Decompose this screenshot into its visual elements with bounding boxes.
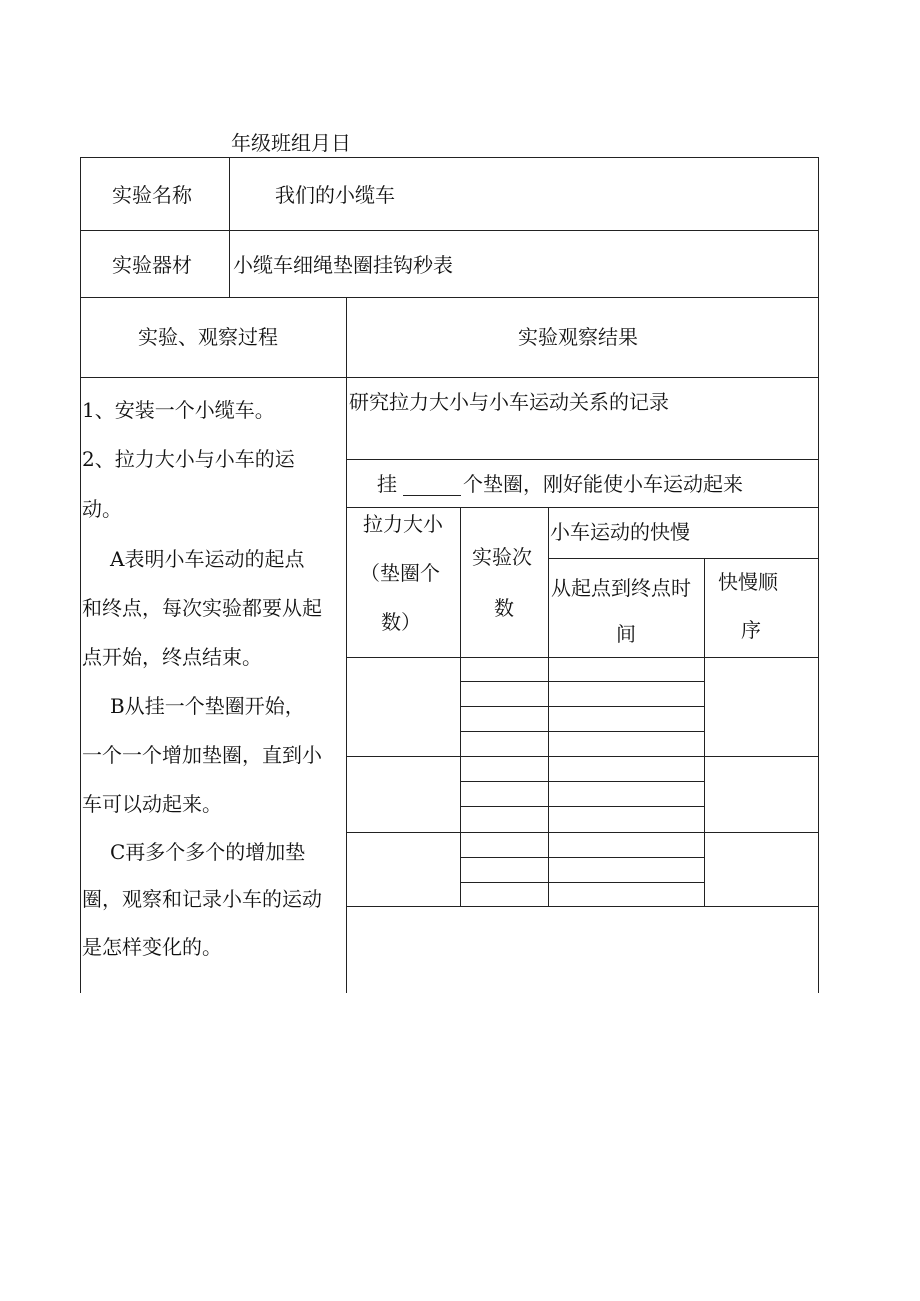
time-column-header: 间 bbox=[616, 622, 636, 646]
process-step-c: C再多个多个的增加垫 bbox=[110, 840, 306, 864]
washer-count-blank[interactable] bbox=[403, 475, 461, 496]
info-divider bbox=[229, 157, 230, 298]
row-line bbox=[80, 297, 819, 298]
row-line bbox=[548, 558, 819, 559]
record-title: 研究拉力大小与小车运动关系的记录 bbox=[349, 390, 669, 414]
row-line bbox=[346, 657, 819, 658]
process-step-b: 一个一个增加垫圈，直到小 bbox=[82, 743, 322, 767]
subtable-divider bbox=[704, 558, 705, 907]
grid-line bbox=[460, 706, 705, 707]
trial-column-header: 数 bbox=[494, 596, 514, 620]
force-column-header: 拉力大小 bbox=[363, 512, 443, 536]
subtable-divider bbox=[460, 507, 461, 907]
grid-line bbox=[460, 781, 705, 782]
force-column-header: 数） bbox=[381, 610, 421, 634]
grid-line bbox=[460, 857, 705, 858]
materials-label: 实验器材 bbox=[112, 253, 192, 277]
row-line bbox=[346, 756, 819, 757]
process-step-a: 和终点，每次实验都要从起 bbox=[82, 596, 322, 620]
process-step-b: B从挂一个垫圈开始， bbox=[110, 694, 305, 718]
row-line bbox=[346, 507, 819, 508]
experiment-name-label: 实验名称 bbox=[112, 183, 192, 207]
column-divider bbox=[346, 297, 347, 993]
order-column-header: 序 bbox=[741, 618, 761, 642]
row-line bbox=[80, 377, 819, 378]
process-step-b: 车可以动起来。 bbox=[82, 792, 222, 816]
materials-value: 小缆车细绳垫圈挂钩秒表 bbox=[233, 253, 453, 277]
force-column-header: （垫圈个 bbox=[360, 561, 440, 585]
table-border-left bbox=[80, 157, 81, 993]
process-step-2: 动。 bbox=[82, 497, 122, 521]
date-line: 年级班组月日 bbox=[231, 131, 351, 155]
process-step-a: 点开始，终点结束。 bbox=[82, 645, 262, 669]
row-line bbox=[346, 832, 819, 833]
process-step-a: A表明小车运动的起点 bbox=[110, 547, 305, 571]
process-step-c: 是怎样变化的。 bbox=[82, 935, 222, 959]
hang-suffix: 个垫圈，刚好能使小车运动起来 bbox=[463, 472, 743, 496]
process-step-1: 1、安装一个小缆车。 bbox=[82, 398, 275, 422]
order-column-header: 快慢顺 bbox=[718, 570, 778, 594]
table-border-right bbox=[818, 157, 819, 993]
row-line bbox=[80, 230, 819, 231]
result-column-title: 实验观察结果 bbox=[518, 325, 638, 349]
experiment-name-value: 我们的小缆车 bbox=[275, 183, 395, 207]
subtable-divider bbox=[548, 507, 549, 907]
hang-washers-line bbox=[377, 472, 743, 496]
process-step-c: 圈，观察和记录小车的运动 bbox=[82, 887, 322, 911]
grid-line bbox=[460, 806, 705, 807]
grid-line bbox=[460, 681, 705, 682]
speed-column-header: 小车运动的快慢 bbox=[550, 520, 690, 544]
grid-line bbox=[460, 882, 705, 883]
process-step-2: 2、拉力大小与小车的运 bbox=[82, 447, 295, 471]
hang-prefix: 挂 bbox=[377, 472, 397, 496]
trial-column-header: 实验次 bbox=[472, 545, 532, 569]
row-line bbox=[346, 906, 819, 907]
grid-line bbox=[460, 731, 705, 732]
time-column-header: 从起点到终点时 bbox=[551, 576, 691, 600]
row-line bbox=[346, 459, 819, 460]
process-column-title: 实验、观察过程 bbox=[138, 325, 278, 349]
table-border-top bbox=[80, 157, 819, 158]
